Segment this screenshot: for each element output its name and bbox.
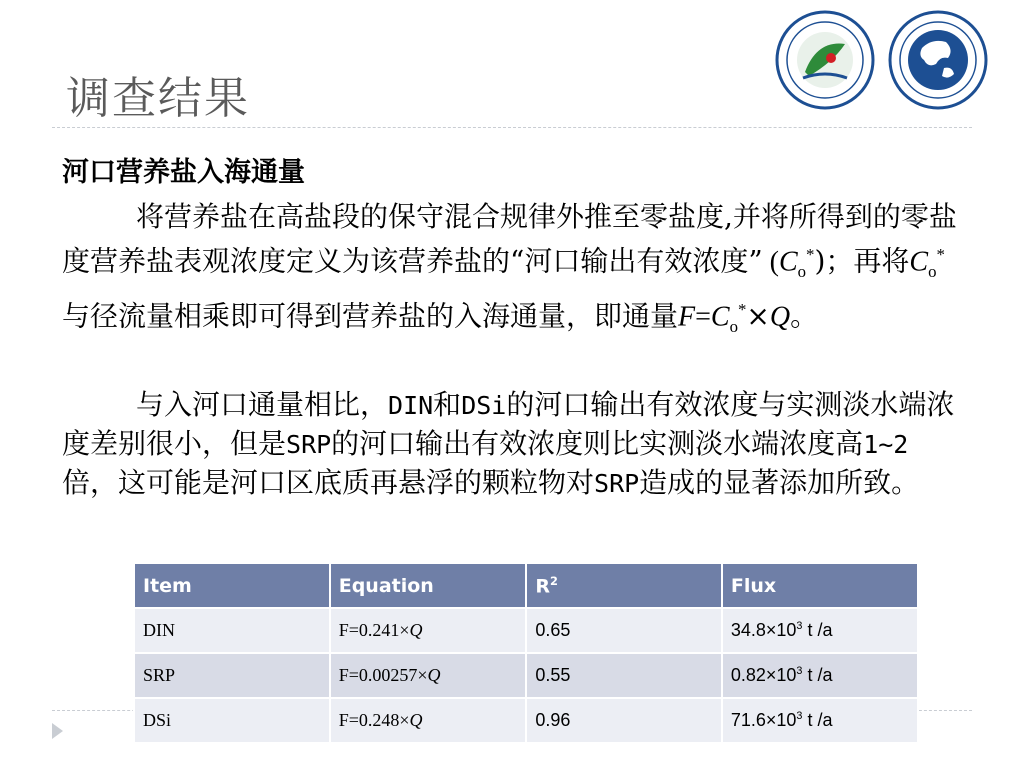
flux-table: [133, 562, 919, 744]
sub-o: o: [797, 261, 807, 281]
cell-equation: [330, 608, 527, 653]
p1-text-b: 与径流量相乘即可得到营养盐的入海通量，即通量: [62, 299, 679, 333]
bullet-arrow-icon: [52, 723, 63, 739]
cell-item: DIN: [134, 608, 330, 653]
sup-star-2: *: [936, 245, 945, 264]
col-header-r2: [526, 563, 721, 608]
p2-text-d: 倍，这可能是河口区底质再悬浮的颗粒物对: [62, 466, 595, 499]
r-sup: 2: [550, 573, 558, 588]
srp-label-2: SRP: [594, 469, 640, 498]
cell-equation: [330, 698, 527, 743]
cell-flux: [722, 653, 918, 698]
page-title: 调查结果: [66, 73, 250, 124]
flux-unit: t /a: [802, 665, 833, 685]
equals: =: [695, 301, 711, 333]
eq-prefix: F=0.241×: [338, 620, 410, 640]
r-label: R: [535, 575, 550, 598]
cell-flux: [722, 608, 918, 653]
table-row: [134, 608, 918, 653]
var-c-2: C: [909, 246, 929, 278]
table-header-row: [134, 563, 918, 608]
eq-var: Q: [409, 620, 423, 640]
p2-text-b: 的河口输出有效浓度与实测淡水端浓度差别很小，但是: [62, 388, 955, 460]
col-header-flux: Flux: [722, 563, 918, 608]
cell-r2: 0.65: [526, 608, 721, 653]
var-c: C: [778, 246, 798, 278]
flux-unit: t /a: [802, 710, 833, 730]
sub-o-3: o: [729, 316, 738, 336]
p1-close: )；再将: [814, 244, 910, 278]
p1-open: (: [762, 246, 779, 278]
table-row: [134, 698, 918, 743]
cell-r2: 0.96: [526, 698, 721, 743]
flux-base: 0.82×10: [730, 665, 797, 685]
cell-equation: [330, 653, 527, 698]
cell-item: DSi: [134, 698, 330, 743]
p2-and: 和: [433, 388, 462, 421]
top-divider: [52, 127, 972, 128]
p1-end: 。: [790, 299, 819, 333]
srp-label: SRP: [286, 430, 332, 459]
eq-prefix: F=0.248×: [338, 710, 410, 730]
col-header-equation: Equation: [330, 563, 527, 608]
sup-star: *: [806, 245, 815, 264]
cell-r2: 0.55: [526, 653, 721, 698]
range-label: 1~2: [863, 430, 909, 459]
cell-flux: [722, 698, 918, 743]
var-q: Q: [769, 301, 791, 333]
p2-text-c: 的河口输出有效浓度则比实测淡水端浓度高: [331, 427, 864, 460]
din-label: DIN: [388, 391, 434, 420]
college-of-oceanography-logo: [775, 10, 875, 110]
table-row: [134, 653, 918, 698]
cell-item: SRP: [134, 653, 330, 698]
times: ×: [746, 299, 770, 333]
eq-prefix: F=0.00257×: [338, 665, 428, 685]
sup-star-3: *: [738, 299, 747, 319]
sub-o-2: o: [928, 261, 937, 281]
p2-text-a: 与入河口通量相比，: [136, 388, 389, 421]
var-c-3: C: [710, 301, 730, 333]
paragraph-2: [62, 386, 962, 503]
flux-exp: 3: [796, 710, 803, 722]
flux-base: 71.6×10: [730, 710, 797, 730]
section-heading: 河口营养盐入海通量: [62, 157, 305, 188]
paragraph-1: [62, 198, 962, 346]
p2-text-e: 造成的显著添加所致。: [639, 466, 920, 499]
coastal-and-ocean-management-institute-logo: [888, 10, 988, 110]
flux-base: 34.8×10: [730, 620, 797, 640]
var-f: F: [678, 301, 696, 333]
eq-var: Q: [409, 710, 423, 730]
dsi-label: DSi: [461, 391, 507, 420]
flux-unit: t /a: [802, 620, 833, 640]
flux-exp: 3: [796, 620, 803, 632]
p1-text-a: 将营养盐在高盐段的保守混合规律外推至零盐度,并将所得到的零盐度营养盐表观浓度定义为该营养盐的“河口输出有效浓度”: [62, 200, 957, 278]
eq-var: Q: [427, 665, 441, 685]
col-header-item: Item: [134, 563, 330, 608]
flux-exp: 3: [796, 665, 803, 677]
